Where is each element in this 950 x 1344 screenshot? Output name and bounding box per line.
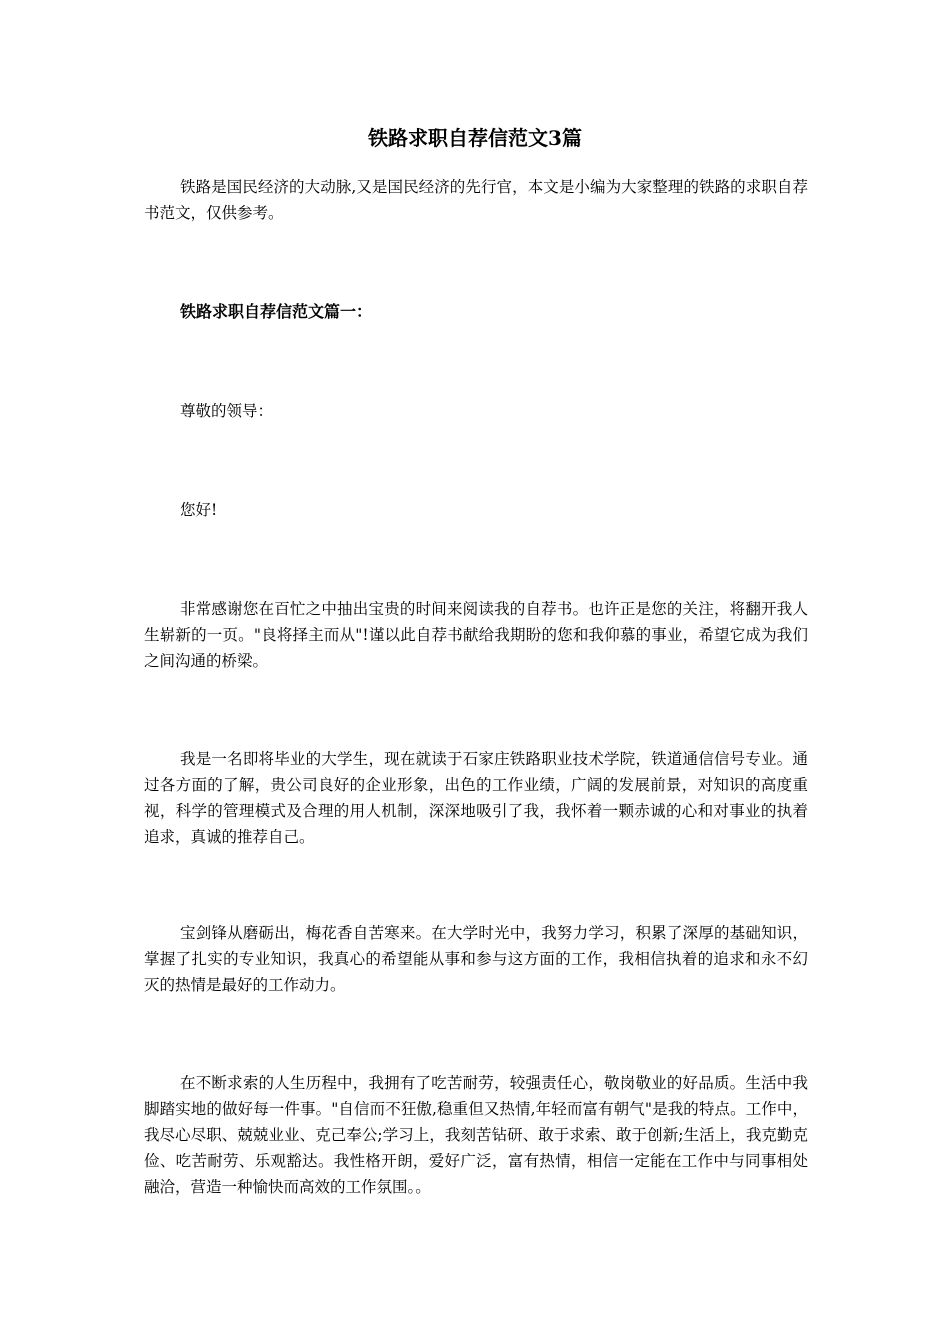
body-paragraph-1: 非常感谢您在百忙之中抽出宝贵的时间来阅读我的自荐书。也许正是您的关注，将翻开我人生崭新的一页。"良将择主而从"!谨以此自荐书献给我期盼的您和我仰慕的事业，希望它成为我们之间沟通的桥梁。 bbox=[144, 600, 808, 670]
body-paragraph-4: 在不断求索的人生历程中，我拥有了吃苦耐劳，较强责任心，敬岗敬业的好品质。生活中我脚踏实地的做好每一件事。"自信而不狂傲,稳重但又热情,年轻而富有朝气"是我的特点。工作中，我尽心尽职、兢兢业业、克己奉公;学习上，我刻苦钻研、敢于求索、敢于创新;生活上，我克勤克俭、吃苦耐劳、乐观豁达。我性格开朗，爱好广泛，富有热情，相信一定能在工作中与同事相处融洽，营造一种愉快而高效的工作氛围。。 bbox=[144, 1074, 808, 1196]
greeting: 您好! bbox=[180, 501, 218, 519]
document-title: 铁路求职自荐信范文3篇 bbox=[368, 126, 582, 150]
body-paragraph-2: 我是一名即将毕业的大学生，现在就读于石家庄铁路职业技术学院，铁道通信信号专业。通过各方面的了解，贵公司良好的企业形象，出色的工作业绩，广阔的发展前景，对知识的高度重视，科学的管理模式及合理的用人机制，深深地吸引了我，我怀着一颗赤诚的心和对事业的执着追求，真诚的推荐自己。 bbox=[144, 750, 808, 846]
intro-paragraph: 铁路是国民经济的大动脉,又是国民经济的先行官，本文是小编为大家整理的铁路的求职自荐书范文，仅供参考。 bbox=[144, 178, 808, 222]
section-heading: 铁路求职自荐信范文篇一： bbox=[180, 302, 373, 321]
salutation: 尊敬的领导： bbox=[180, 402, 274, 420]
body-paragraph-3: 宝剑锋从磨砺出，梅花香自苦寒来。在大学时光中，我努力学习，积累了深厚的基础知识，掌握了扎实的专业知识，我真心的希望能从事和参与这方面的工作，我相信执着的追求和永不幻灭的热情是最好的工作动力。 bbox=[144, 924, 808, 994]
